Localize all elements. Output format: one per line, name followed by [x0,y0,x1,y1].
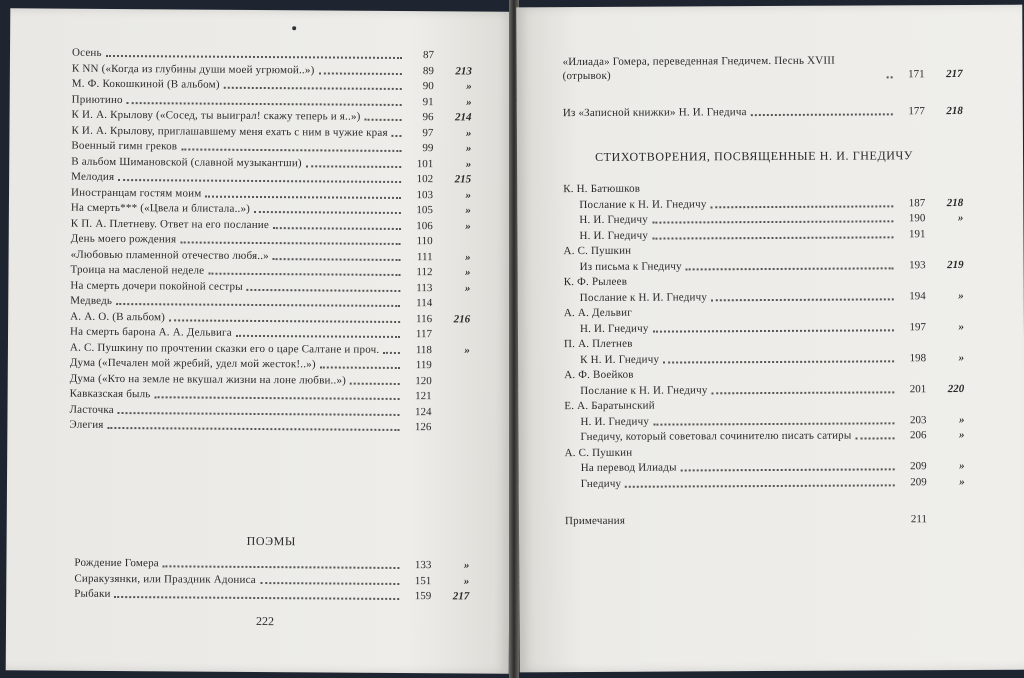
toc-entry-page: 99 [422,142,434,155]
toc-entry-title: К И. А. Крылову («Сосед, ты выиграл! скажу теперь и я..») [71,108,361,123]
dot-leader [127,102,402,106]
toc-entry-title: Сиракузянки, или Праздник Адониса [74,572,256,586]
toc-entry-title: Элегия [69,418,104,431]
toc-entry-title: Послание к Н. И. Гнедичу [579,197,707,211]
toc-entry-note-page: » [465,250,471,263]
section-title-poems: ПОЭМЫ [246,533,297,549]
page-number: 222 [255,613,275,629]
toc-author-heading [564,303,964,320]
dot-leader [247,288,401,291]
dot-leader [108,427,400,431]
toc-entry-note-page: » [958,351,965,364]
toc-entry-page: 209 [910,460,927,473]
toc-entry-page: 91 [422,95,434,108]
toc-entry-page: 171 [908,68,925,81]
toc-entry-page: 201 [909,382,927,395]
toc-entry-note-page: 219 [947,258,964,271]
toc-entry-note-page: » [958,413,965,426]
toc-entry-page: 159 [414,590,432,603]
toc-entry-note-page: » [465,219,471,232]
toc-entry-page: 126 [414,421,432,434]
toc-entry-title: Н. И. Гнедичу [579,213,648,227]
toc-entry-note-page: » [958,289,964,302]
toc-entry-page: 103 [416,188,434,201]
toc-entry [563,103,963,120]
toc-entry-page: 191 [908,227,926,240]
toc-entry-title: В альбом Шимановской (славной музыкантши) [71,155,302,169]
toc-entry-note-page: 217 [946,67,963,81]
toc-entry-title: Военный гимн греков [71,139,178,153]
dot-leader [652,220,893,223]
dot-leader [644,191,893,192]
toc-author-heading [563,179,963,196]
dot-leader [712,391,895,394]
dot-leader [392,134,402,136]
dot-leader [636,315,894,316]
toc-entry-page: 102 [416,173,434,186]
dot-leader [711,205,894,208]
toc-entry-title: Кавказская быль [69,387,151,401]
toc-entry-title: Осень [71,46,102,59]
toc-entry-title: Приютино [71,93,123,106]
toc-entry-note-page: » [463,574,470,587]
toc-entry [563,53,963,83]
toc-entry-title: К П. А. Плетневу. Ответ на его послание [70,217,270,231]
toc-entry-title: На смерть*** («Цвела и блистала..») [70,201,251,215]
toc-entry-title: На перевод Илиады [580,461,677,474]
dot-leader [273,227,401,230]
toc-entry [564,380,964,397]
dot-leader [638,377,895,378]
dot-leader [224,87,402,90]
dot-leader [855,437,894,439]
toc-entry-title: Рыбаки [74,587,111,600]
toc-entry [563,225,963,242]
dot-leader [118,412,400,416]
dot-leader [169,319,400,323]
toc-entry-title: Н. И. Гнедичу [579,229,649,242]
toc-entry-note-page: » [465,126,472,139]
dot-leader [637,346,894,347]
toc-entry [565,458,965,475]
dot-leader [318,72,401,75]
toc-entry-page: 89 [422,64,434,77]
toc-entry-page: 105 [416,204,433,217]
toc-entry-note-page: » [465,142,472,155]
toc-entry [74,586,469,604]
toc-entry-title: Медведь [70,294,113,307]
toc-entry-page: 111 [416,250,433,263]
toc-entry-title: Из письма к Гнедичу [579,259,682,273]
toc-entry-note-page: 217 [452,590,470,603]
toc-entry-page: 110 [416,235,433,248]
toc-entry-title: А. Ф. Воейков [564,368,634,382]
toc-entry [564,256,964,273]
dot-leader [118,179,401,183]
toc-entry-page: 197 [909,320,926,333]
toc-author-heading [565,510,965,527]
dot-leader [663,360,894,363]
toc-entry-note-page: 216 [453,312,471,325]
toc-entry-page: 151 [414,574,432,587]
toc-entry-page: 118 [415,343,432,356]
toc-entry-title: Гнедичу, который советовал сочинителю писать сатиры [580,429,852,443]
toc-entry-page: 133 [414,559,432,572]
toc-entry-title: А. А. О. (В альбом) [70,310,166,323]
toc-entry-title: А. А. Дельвиг [563,306,633,320]
section-title-dedications: СТИХОТВОРЕНИЯ, ПОСВЯЩЕННЫЕ Н. И. ГНЕДИЧУ [595,148,914,164]
dot-leader [686,267,894,270]
toc-entry-page: 114 [416,297,433,310]
dot-leader [631,284,894,285]
toc-entry-page: 97 [422,126,434,139]
toc-entry-title: К. Ф. Рылеев [563,275,628,289]
toc-entry-page: 211 [910,512,927,525]
dot-leader [659,408,895,409]
dot-leader [260,582,399,585]
toc-entry-note-page: 220 [947,382,965,395]
toc-entry-title: Ласточка [69,403,114,416]
dot-leader [205,195,401,198]
toc-author-heading [565,442,965,459]
toc-entry-page: 124 [414,405,432,418]
toc-entry [564,411,964,428]
toc-entry-note-page: » [957,211,964,225]
toc-entry-title: Из «Записной книжки» Н. И. Гнедича [562,106,747,120]
toc-entry-title: Троица на масленой неделе [70,263,205,277]
toc-author-heading [564,334,964,351]
toc-entry-page: 209 [910,475,927,488]
toc-entry-title: На смерть барона А. А. Дельвига [70,325,232,339]
toc-entry-page: 101 [416,157,434,170]
toc-entry-note-page: » [464,343,470,356]
toc-entry-title: А. С. Пушкин [564,446,633,459]
dot-leader [163,565,400,569]
toc-entry-page: 87 [422,49,435,62]
toc-entry-title: А. С. Пушкину по прочтении сказки его о царе Салтане и проч. [69,341,380,356]
toc-entry-page: 193 [909,258,926,271]
left-page [6,8,514,673]
dot-leader [155,396,400,400]
toc-entry-note-page: » [465,204,471,217]
toc-entry-note-page: » [464,281,471,294]
toc-entry-title: А. С. Пушкин [563,244,632,258]
toc-entry [565,473,965,490]
toc-entry-note-page: 218 [946,104,963,118]
printed-dot [292,26,296,30]
toc-entry-page: 198 [909,351,927,364]
right-page [516,5,1024,673]
toc-entry-title: К. Н. Батюшков [563,182,641,196]
toc-entry-note-page: » [959,459,965,473]
toc-entry-page: 112 [416,266,433,279]
toc-author-heading [564,272,964,289]
toc-entry-title: Н. И. Гнедичу [579,322,649,335]
toc-entry-note-page: » [463,559,470,572]
toc-entry-page: 113 [416,281,433,294]
toc-entry [69,417,469,435]
poems-list [74,555,469,604]
dot-leader [208,273,400,276]
dot-leader [636,455,894,456]
toc-entry-page: 187 [908,196,926,209]
toc-entry [564,318,964,335]
dot-leader [652,236,893,239]
dot-leader [106,55,402,59]
toc-entry [563,210,963,227]
toc-entry-page: 177 [908,105,925,118]
dot-leader [350,382,400,384]
toc-entry-note-page: 213 [455,64,472,77]
toc-entry-title: К И. А. Крылову, приглашавшему меня ехать с ним в чужие края [71,124,388,139]
toc-entry-title: Дума («Кто на земле не вкушал жизни на лоне любви..») [69,372,347,387]
toc-entry-title: Мелодия [71,170,115,183]
dot-leader [751,113,893,116]
dot-leader [653,422,894,425]
dot-leader [115,596,400,600]
toc-author-heading [564,365,964,382]
toc-entry-page: 90 [422,80,434,93]
toc-entry-title: «Илиада» Гомера, переведенная Гнедичем. Песнь XVIII (отрывок) [562,54,836,83]
toc-entry-title: Иностранцам гостям моим [70,186,202,200]
toc-entry [564,427,964,444]
toc-entry-page: 120 [415,374,432,387]
toc-entry-title: Гнедичу [580,477,622,490]
toc-entry-title: Н. И. Гнедичу [580,415,650,428]
toc-entry [564,349,964,366]
toc-entry-title: Примечания [564,514,626,527]
toc-entry-title: П. А. Плетнев [563,337,633,351]
toc-entry-page: 116 [416,312,433,325]
toc-entry-page: 106 [416,219,433,232]
toc-entry-page: 194 [909,289,926,302]
toc-entry-note-page: 218 [946,196,964,209]
toc-entry-note-page: » [465,188,472,201]
dot-leader [306,165,401,168]
dot-leader [635,253,893,254]
dot-leader [236,335,400,338]
toc-entry-page: 206 [909,429,927,442]
toc-entry-page: 117 [415,328,433,341]
toc-entry-note-page: 214 [455,111,472,124]
dot-leader [273,258,401,261]
toc-entry-note-page: » [959,475,965,488]
toc-entry-note-page: » [466,95,472,108]
toc-entry-note-page: » [466,80,472,93]
dot-leader [180,241,400,245]
toc-entry-page: 119 [415,359,432,372]
toc-entry-title: К Н. И. Гнедичу [580,353,660,366]
dot-leader [116,303,400,307]
toc-entry [563,194,963,211]
toc-entry-note-page: » [465,157,472,170]
toc-entry-title: К NN («Когда из глубины души моей угрюмой..») [71,62,315,76]
toc-entry-note-page: 215 [454,173,472,186]
toc-entry-note-page: » [958,428,965,442]
toc-entry-note-page: » [958,320,964,333]
toc-entry-page: 203 [909,413,927,426]
toc-entry-title: На смерть дочери покойной сестры [70,279,243,293]
toc-entry-title: Е. А. Баратынский [564,399,655,413]
toc-entry-page: 121 [415,390,432,403]
toc-entry-page: 96 [422,111,434,124]
toc-entry-title: Послание к Н. И. Гнедичу [580,383,708,397]
dot-leader [365,119,402,121]
dot-leader [711,298,894,301]
toc-entry-page: 190 [908,212,926,225]
dot-leader [383,351,400,353]
toc-entry-title: Послание к Н. И. Гнедичу [579,290,708,304]
dot-leader [681,468,895,471]
dot-leader [625,484,895,487]
toc-entry-title: М. Ф. Кокошкиной (В альбом) [71,77,220,91]
dot-leader [181,148,401,152]
dot-leader [653,329,894,332]
dot-leader [320,366,400,369]
dot-leader [629,523,895,524]
toc-author-heading [563,241,963,258]
toc-entry-note-page: » [464,266,471,279]
dedications-list [563,179,965,528]
contents-list [69,45,472,435]
toc-entry-title: Дума («Печален мой жребий, удел мой жесток!..») [69,356,316,371]
toc-entry-title: Рождение Гомера [74,556,159,570]
dot-leader [254,211,401,214]
toc-entry-title: «Любовью пламенной отечество любя..» [70,248,269,262]
toc-entry-title: День моего рождения [70,232,177,246]
toc-entry [564,287,964,304]
contents-list-continued [563,53,963,121]
toc-author-heading [564,396,964,413]
